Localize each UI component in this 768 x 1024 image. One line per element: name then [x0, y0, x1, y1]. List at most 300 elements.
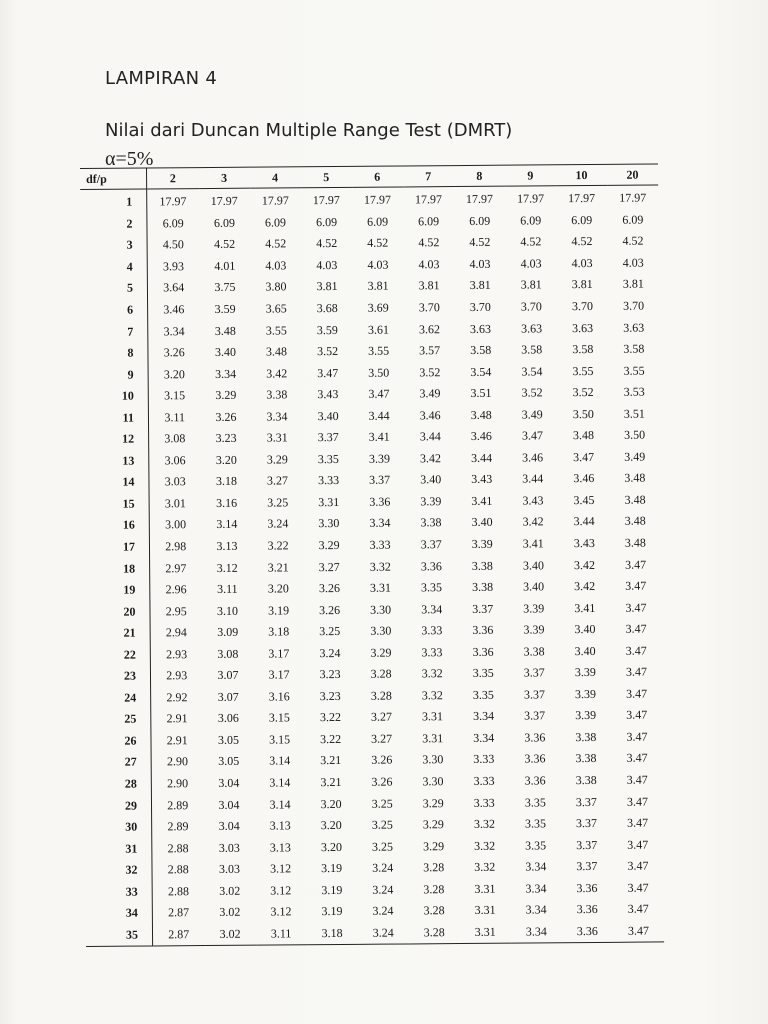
table-cell: 3.47 — [627, 815, 649, 830]
table-cell: 3.32 — [421, 666, 443, 681]
table-cell: 3.02 — [219, 905, 241, 920]
table-cell: 3.23 — [319, 688, 341, 703]
table-cell: 3.23 — [319, 667, 341, 682]
table-cell: 3.80 — [265, 279, 287, 294]
table-cell: 3.27 — [318, 559, 340, 574]
table-cell: 3.47 — [626, 707, 648, 723]
table-cell: 3.09 — [217, 624, 239, 640]
table-cell: 3.02 — [219, 883, 241, 898]
row-df-label: 17 — [83, 536, 150, 558]
table-cell: 3.47 — [627, 901, 649, 917]
table-cell: 3.44 — [573, 514, 595, 529]
table-cell: 3.21 — [320, 774, 342, 790]
table-cell: 3.37 — [369, 472, 391, 488]
table-cell: 3.23 — [215, 431, 237, 446]
table-cell: 3.11 — [164, 409, 186, 425]
table-cell: 3.34 — [163, 323, 185, 338]
table-cell: 3.29 — [266, 452, 288, 467]
table-cell: 3.24 — [372, 903, 394, 919]
table-cell: 17.97 — [619, 190, 647, 206]
table-cell: 3.04 — [218, 775, 240, 790]
table-cell: 2.96 — [165, 582, 187, 597]
table-cell: 3.36 — [472, 644, 494, 659]
table-cell: 3.32 — [369, 559, 391, 574]
table-cell: 2.88 — [167, 862, 189, 877]
table-cell: 3.36 — [524, 730, 546, 745]
table-cell: 3.28 — [370, 666, 392, 682]
table-cell: 3.68 — [316, 300, 338, 316]
row-df-label: 6 — [81, 299, 148, 321]
header-p-10: 10 — [556, 164, 607, 185]
table-cell: 3.54 — [470, 364, 492, 379]
table-cell: 3.29 — [318, 537, 340, 553]
table-cell: 6.09 — [162, 216, 184, 231]
table-cell: 3.26 — [371, 753, 393, 768]
table-cell: 3.36 — [562, 920, 613, 942]
table-cell: 3.30 — [370, 623, 392, 638]
table-cell: 3.50 — [368, 365, 390, 380]
table-cell: 17.97 — [312, 193, 340, 208]
table-cell: 3.40 — [420, 472, 442, 487]
row-df-label: 34 — [86, 903, 153, 925]
table-cell: 17.97 — [568, 191, 596, 206]
table-cell: 3.46 — [573, 471, 595, 486]
table-cell: 3.22 — [319, 710, 341, 725]
table-cell: 3.48 — [624, 535, 646, 550]
table-cell: 3.06 — [217, 711, 239, 726]
table-cell: 3.05 — [217, 732, 240, 747]
table-cell: 3.31 — [369, 580, 392, 595]
table-body — [80, 185, 664, 947]
table-cell: 3.04 — [218, 818, 240, 834]
table-cell: 3.15 — [163, 388, 186, 403]
table-cell: 3.48 — [470, 407, 492, 422]
table-cell: 3.34 — [473, 730, 495, 745]
table-cell: 3.81 — [520, 277, 542, 292]
table-cell: 3.28 — [370, 688, 392, 703]
table-cell: 3.31 — [474, 881, 496, 896]
table-cell: 3.47 — [625, 664, 647, 680]
table-cell: 3.30 — [422, 774, 444, 789]
header-p-4: 4 — [250, 167, 301, 188]
table-cell: 2.92 — [166, 690, 188, 705]
table-cell: 3.34 — [525, 881, 547, 896]
table-cell: 3.38 — [420, 515, 442, 530]
table-cell: 3.24 — [267, 516, 289, 532]
table-cell: 3.38 — [471, 558, 493, 573]
table-cell: 3.34 — [421, 601, 443, 616]
table-cell: 3.49 — [521, 407, 543, 422]
table-cell: 3.81 — [367, 279, 389, 294]
table-cell: 3.17 — [268, 667, 290, 682]
table-cell: 3.53 — [623, 384, 645, 399]
table-cell: 17.97 — [261, 193, 289, 208]
table-cell: 3.12 — [270, 904, 292, 919]
table-cell: 3.34 — [525, 902, 547, 917]
table-cell: 3.19 — [321, 882, 343, 897]
table-cell: 17.97 — [159, 194, 187, 209]
table-cell: 3.47 — [625, 621, 647, 636]
table-cell: 3.47 — [368, 386, 390, 401]
row-df-label: 19 — [83, 579, 150, 601]
table-cell: 3.14 — [269, 753, 291, 769]
table-cell: 17.97 — [363, 192, 391, 208]
table-cell: 3.40 — [471, 515, 493, 530]
table-cell: 3.31 — [266, 430, 288, 445]
table-cell: 3.33 — [421, 644, 443, 660]
row-df-label: 2 — [80, 213, 147, 235]
table-cell: 3.37 — [524, 708, 546, 723]
table-cell: 3.41 — [471, 493, 493, 508]
table-cell: 3.33 — [473, 752, 495, 767]
table-cell: 3.37 — [576, 837, 598, 852]
row-df-label: 28 — [85, 773, 152, 795]
table-cell: 2.89 — [167, 819, 189, 834]
table-cell: 3.35 — [472, 666, 494, 681]
table-cell: 3.46 — [163, 302, 185, 317]
table-cell: 3.37 — [317, 430, 339, 445]
table-cell: 3.00 — [165, 517, 187, 532]
table-cell: 3.36 — [420, 558, 442, 573]
table-cell: 3.45 — [573, 492, 595, 508]
table-cell: 3.46 — [522, 450, 544, 465]
table-cell: 3.51 — [623, 406, 645, 421]
table-cell: 3.40 — [522, 557, 544, 573]
table-cell: 3.20 — [215, 452, 237, 467]
table-cell: 3.40 — [574, 622, 596, 637]
table-cell: 3.55 — [368, 343, 390, 358]
table-cell: 17.97 — [210, 194, 238, 209]
table-cell: 3.40 — [214, 344, 237, 360]
table-cell: 3.48 — [624, 492, 646, 507]
table-cell: 3.14 — [216, 517, 238, 532]
table-cell: 3.47 — [625, 643, 647, 658]
table-cell: 3.39 — [574, 686, 597, 701]
table-cell: 3.36 — [524, 751, 546, 767]
table-cell: 3.52 — [572, 385, 594, 400]
table-cell: 3.63 — [469, 321, 492, 336]
table-cell: 3.13 — [269, 840, 291, 855]
table-cell: 3.05 — [218, 754, 240, 769]
table-cell: 3.21 — [320, 753, 342, 768]
table-cell: 3.38 — [523, 644, 545, 659]
table-cell: 2.91 — [166, 733, 188, 748]
table-cell: 3.59 — [316, 322, 338, 337]
row-df-label: 3 — [81, 235, 148, 257]
alpha-label: α=5% — [105, 148, 154, 170]
table-cell: 3.07 — [217, 689, 239, 704]
table-cell: 4.03 — [316, 257, 338, 273]
table-cell: 4.03 — [418, 257, 440, 272]
table-cell: 2.95 — [165, 603, 187, 618]
table-cell: 6.09 — [469, 213, 491, 228]
table-cell: 3.33 — [473, 795, 495, 810]
table-cell: 6.09 — [418, 213, 440, 229]
table-cell: 3.37 — [420, 537, 442, 552]
table-cell: 4.52 — [214, 237, 236, 252]
header-p-2: 2 — [147, 168, 199, 189]
table-cell: 3.03 — [218, 840, 240, 855]
row-df-label: 35 — [86, 924, 153, 947]
table-cell: 3.26 — [163, 345, 185, 360]
table-cell: 3.49 — [624, 449, 646, 464]
row-df-label: 11 — [82, 407, 149, 429]
table-cell: 3.81 — [316, 279, 338, 294]
table-cell: 4.52 — [622, 233, 644, 249]
table-cell: 3.63 — [572, 320, 594, 335]
table-cell: 3.16 — [216, 495, 238, 510]
row-df-label: 33 — [86, 881, 153, 903]
table-cell: 3.50 — [623, 427, 646, 443]
table-cell: 4.03 — [367, 257, 389, 272]
table-cell: 3.25 — [371, 839, 394, 854]
table-cell: 3.59 — [214, 301, 236, 316]
table-cell: 3.29 — [370, 645, 392, 660]
table-cell: 3.31 — [422, 731, 444, 746]
table-cell: 4.01 — [214, 258, 236, 273]
table-cell: 3.17 — [268, 646, 290, 661]
table-cell: 3.08 — [217, 646, 239, 661]
table-cell: 3.36 — [576, 902, 598, 917]
table-cell: 3.32 — [474, 838, 496, 853]
table-cell: 3.29 — [422, 795, 444, 810]
table-cell: 3.13 — [269, 818, 291, 833]
header-p-9: 9 — [505, 165, 556, 186]
table-cell: 3.37 — [472, 601, 494, 616]
table-cell: 3.39 — [368, 451, 391, 466]
table-cell: 3.22 — [267, 538, 289, 553]
table-cell: 3.26 — [371, 774, 393, 789]
row-df-label: 30 — [85, 816, 152, 838]
table-cell: 3.14 — [269, 796, 291, 812]
table-cell: 2.87 — [152, 924, 204, 946]
header-p-20: 20 — [607, 164, 658, 185]
table-cell: 3.47 — [625, 600, 647, 615]
table-cell: 3.28 — [423, 903, 445, 918]
table-cell: 3.47 — [317, 365, 339, 380]
table-cell: 2.90 — [167, 776, 189, 791]
table-cell: 3.07 — [217, 668, 239, 683]
table-cell: 3.43 — [471, 472, 493, 487]
table-cell: 4.52 — [316, 236, 338, 251]
table-cell: 3.04 — [218, 797, 240, 812]
table-cell: 3.58 — [521, 342, 543, 357]
table-cell: 3.47 — [626, 794, 648, 809]
table-cell: 6.09 — [571, 212, 593, 227]
table-cell: 3.21 — [267, 559, 289, 575]
table-cell: 3.24 — [358, 922, 409, 944]
table-cell: 2.98 — [165, 539, 187, 554]
table-cell: 3.11 — [216, 581, 238, 597]
table-cell: 3.34 — [525, 859, 547, 874]
table-cell: 3.48 — [624, 470, 646, 486]
row-df-label: 12 — [82, 428, 149, 450]
table-cell: 4.52 — [571, 234, 593, 249]
table-cell: 3.20 — [163, 366, 185, 381]
table-cell: 3.41 — [368, 429, 390, 445]
table-cell: 3.32 — [421, 688, 443, 703]
table-cell: 3.51 — [470, 385, 492, 401]
table-cell: 4.52 — [367, 235, 389, 251]
table-cell: 3.81 — [622, 277, 644, 292]
table-cell: 2.88 — [167, 840, 189, 856]
table-cell: 3.31 — [460, 921, 511, 943]
table-cell: 3.44 — [522, 471, 544, 486]
table-cell: 3.38 — [266, 387, 288, 402]
table-cell: 3.38 — [575, 751, 597, 766]
row-df-label: 25 — [84, 709, 151, 731]
table-cell: 3.49 — [419, 386, 441, 401]
table-cell: 3.47 — [625, 578, 647, 593]
table-cell: 2.97 — [165, 560, 187, 575]
table-cell: 6.09 — [315, 214, 338, 229]
table-cell: 3.63 — [623, 320, 645, 335]
table-cell: 3.47 — [626, 751, 648, 766]
table-cell: 3.47 — [573, 449, 595, 464]
table-cell: 6.09 — [622, 212, 644, 227]
table-cell: 6.09 — [367, 214, 389, 229]
table-cell: 3.70 — [520, 299, 542, 314]
table-cell: 3.30 — [422, 752, 444, 767]
row-df-label: 18 — [83, 558, 150, 580]
table-cell: 3.48 — [265, 344, 288, 359]
table-cell: 3.70 — [571, 298, 593, 314]
table-cell: 3.27 — [370, 709, 393, 725]
table-cell: 3.44 — [368, 408, 390, 423]
header-df-p: df/p — [80, 168, 147, 190]
table-cell: 3.28 — [423, 881, 445, 897]
table-cell: 3.52 — [419, 364, 441, 379]
table-cell: 3.37 — [575, 816, 598, 831]
table-cell: 17.97 — [414, 192, 443, 207]
table-cell: 3.41 — [574, 600, 596, 615]
table-cell: 6.09 — [213, 215, 236, 230]
row-df-label: 13 — [82, 450, 149, 472]
table-cell: 2.93 — [166, 646, 188, 662]
table-cell: 3.38 — [575, 772, 597, 788]
header-p-3: 3 — [199, 167, 250, 188]
table-cell: 3.19 — [321, 861, 343, 876]
table-cell: 3.61 — [367, 322, 389, 337]
table-cell: 2.94 — [165, 625, 187, 640]
table-cell: 3.11 — [255, 923, 306, 945]
table-cell: 3.24 — [372, 860, 394, 875]
dmrt-table — [80, 163, 664, 947]
table-cell: 3.47 — [521, 428, 543, 443]
table-cell: 3.30 — [318, 516, 340, 531]
table-cell: 4.03 — [520, 256, 542, 271]
table-cell: 3.18 — [268, 624, 290, 639]
table-cell: 3.12 — [216, 560, 238, 575]
table-cell: 3.81 — [418, 278, 440, 293]
table-cell: 3.25 — [267, 495, 289, 510]
table-cell: 3.63 — [521, 320, 543, 336]
table-cell: 3.26 — [215, 409, 237, 424]
table-cell: 3.55 — [572, 363, 594, 378]
table-cell: 3.48 — [214, 323, 236, 338]
table-cell: 4.03 — [571, 255, 593, 271]
table-cell: 3.47 — [626, 772, 648, 787]
table-cell: 3.38 — [471, 579, 494, 595]
row-df-label: 16 — [83, 515, 150, 537]
table-cell: 3.18 — [307, 922, 358, 944]
table-cell: 3.33 — [473, 773, 495, 788]
table-cell: 3.31 — [474, 903, 496, 918]
table-cell: 3.25 — [371, 817, 393, 832]
table-cell: 2.91 — [166, 711, 188, 726]
table-cell: 3.50 — [572, 406, 594, 421]
table-cell: 3.32 — [473, 816, 495, 832]
table-cell: 3.28 — [409, 922, 460, 944]
table-cell: 3.81 — [571, 277, 593, 292]
table-cell: 3.03 — [218, 861, 241, 877]
table-cell: 3.37 — [523, 687, 545, 702]
table-cell: 3.35 — [472, 687, 494, 702]
table-cell: 3.43 — [317, 387, 339, 402]
table-cell: 3.29 — [215, 387, 237, 403]
table-cell: 4.52 — [265, 236, 287, 251]
row-df-label: 7 — [81, 321, 148, 343]
table-cell: 3.10 — [216, 603, 239, 618]
table-cell: 3.34 — [511, 921, 562, 943]
table-cell: 3.16 — [268, 689, 290, 704]
table-cell: 3.03 — [164, 474, 186, 489]
table-cell: 3.33 — [421, 623, 443, 638]
table-row — [86, 920, 664, 947]
table-cell: 3.40 — [574, 643, 596, 658]
table-cell: 3.34 — [215, 366, 237, 381]
table-cell: 2.90 — [166, 754, 188, 769]
table-cell: 3.42 — [266, 366, 288, 381]
table-cell: 4.52 — [520, 234, 542, 249]
table-cell: 3.52 — [521, 385, 543, 400]
table-cell: 3.33 — [369, 537, 391, 552]
row-df-label: 26 — [84, 730, 151, 752]
table-cell: 6.09 — [520, 213, 542, 228]
table-cell: 3.65 — [265, 301, 287, 316]
table-cell: 3.35 — [317, 451, 339, 466]
table-cell: 3.58 — [572, 342, 594, 357]
row-df-label: 10 — [82, 385, 149, 407]
table-cell: 3.02 — [204, 923, 255, 945]
table-cell: 3.39 — [471, 536, 493, 551]
table-cell: 3.47 — [625, 557, 647, 572]
table-cell: 4.03 — [622, 255, 644, 270]
table-cell: 3.12 — [270, 883, 292, 898]
table-cell: 3.69 — [367, 300, 389, 315]
row-df-label: 1 — [80, 189, 147, 214]
table-cell: 3.55 — [265, 322, 287, 338]
table-cell: 3.39 — [420, 494, 442, 509]
table-title: Nilai dari Duncan Multiple Range Test (DMRT) — [105, 120, 513, 141]
table-cell: 3.70 — [469, 299, 491, 314]
row-df-label: 29 — [85, 795, 152, 817]
table-cell: 3.44 — [419, 429, 441, 444]
table-cell: 3.81 — [469, 278, 491, 293]
table-cell: 3.39 — [574, 665, 596, 680]
table-cell: 3.70 — [418, 300, 440, 315]
table-cell: 3.42 — [419, 451, 442, 466]
table-cell: 3.26 — [319, 602, 341, 617]
table-cell: 3.24 — [319, 645, 341, 660]
table-cell: 3.20 — [320, 839, 343, 854]
table-cell: 17.97 — [516, 191, 545, 206]
table-cell: 3.12 — [270, 861, 292, 876]
table-cell: 3.34 — [473, 709, 495, 724]
row-df-label: 4 — [81, 256, 148, 278]
table-cell: 3.42 — [522, 514, 544, 530]
row-df-label: 14 — [82, 472, 149, 494]
